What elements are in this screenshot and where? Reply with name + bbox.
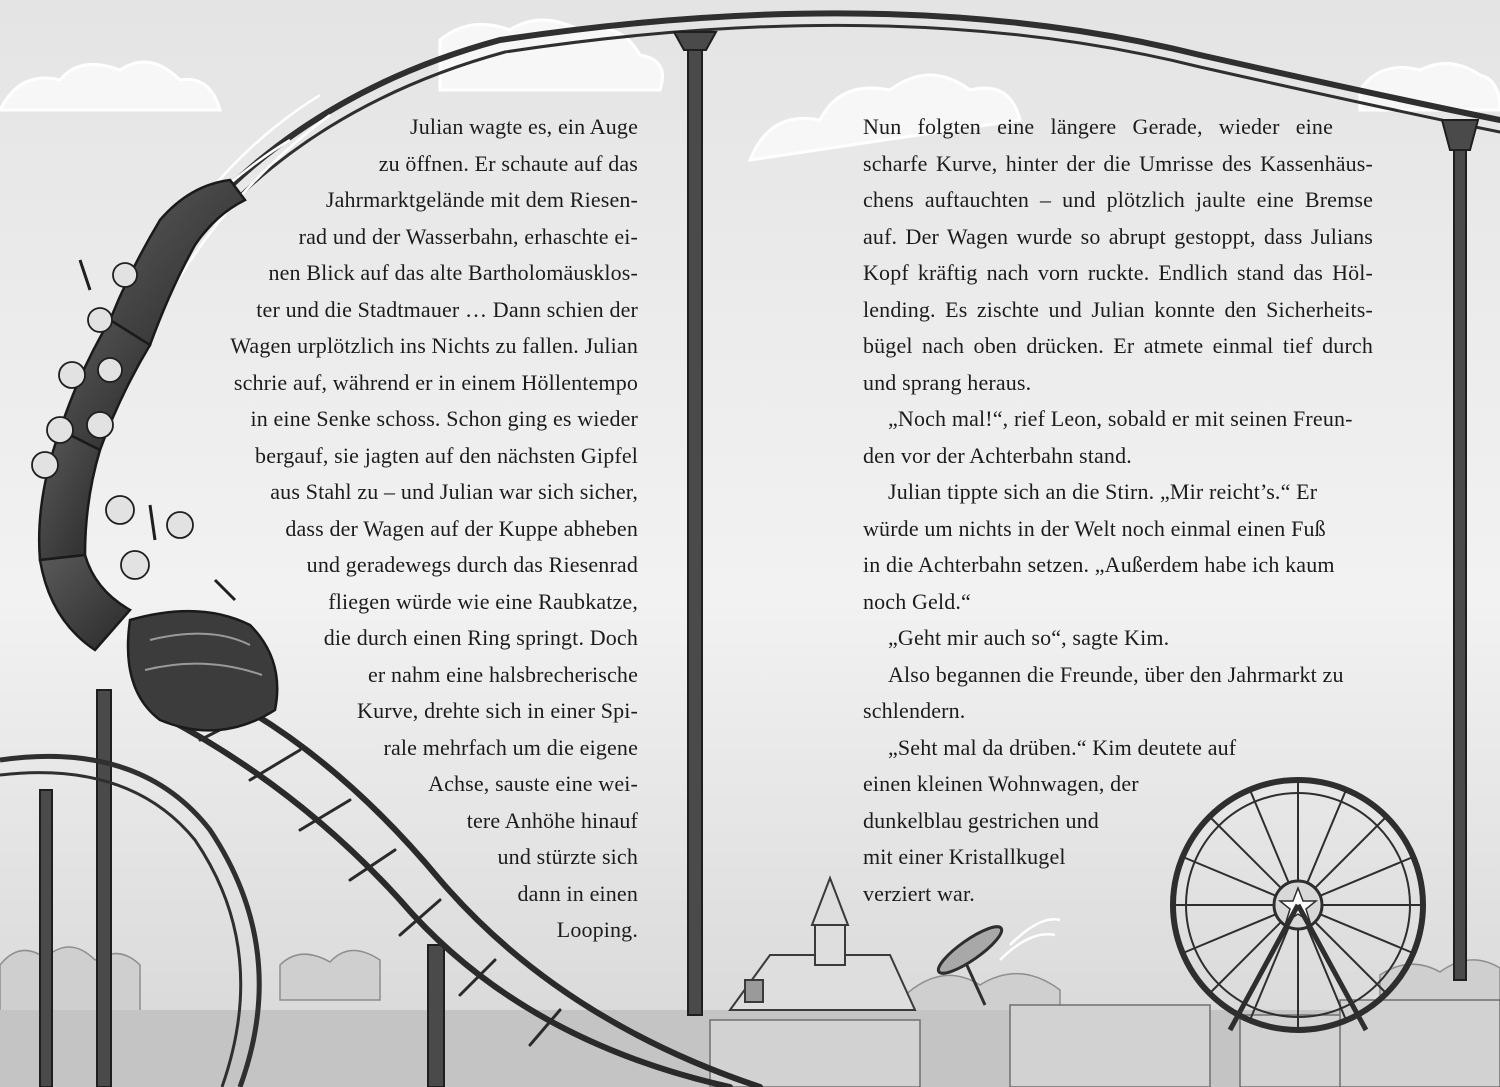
text-line: „Seht mal da drüben.“ Kim deutete auf — [888, 734, 1237, 760]
text-line: mit einer Kristallkugel — [863, 844, 1066, 869]
text-line: auf. Der Wagen wurde so abrupt gestoppt, dass Julians — [863, 223, 1373, 249]
text-line: tere Anhöhe hinauf — [466, 807, 638, 833]
text-line: die durch einen Ring springt. Doch — [323, 625, 638, 650]
text-line: zu öffnen. Er schaute auf das — [378, 150, 638, 176]
text-line: und stürzte sich — [497, 844, 638, 869]
text-line: dunkelblau gestrichen und — [863, 807, 1099, 833]
text-line: in die Achterbahn setzen. „Außerdem habe ich kaum — [863, 552, 1335, 577]
text-line: „Noch mal!“, rief Leon, sobald er mit seinen Freun- — [888, 406, 1353, 431]
text-line: und geradewegs durch das Riesenrad — [306, 552, 638, 577]
text-line: ter und die Stadtmauer … Dann schien der — [256, 296, 638, 322]
text-line: Kopf kräftig nach vorn ruckte. Endlich stand das Höl- — [863, 260, 1373, 285]
text-line: rale mehrfach um die eigene — [383, 734, 638, 760]
text-line: Achse, sauste eine wei- — [428, 771, 638, 796]
text-line: bügel nach oben drücken. Er atmete einmal tief durch — [863, 333, 1373, 358]
text-line: dass der Wagen auf der Kuppe abheben — [285, 515, 638, 541]
text-line: verziert war. — [863, 880, 975, 906]
right-page-text — [863, 109, 1373, 912]
text-line: er nahm eine halsbrecherische — [367, 661, 638, 687]
text-line: in eine Senke schoss. Schon ging es wieder — [250, 406, 638, 431]
text-line: den vor der Achterbahn stand. — [863, 442, 1132, 468]
text-line: bergauf, sie jagten auf den nächsten Gipfel — [255, 442, 638, 468]
text-line: Nun folgten eine längere Gerade, wieder eine — [863, 114, 1333, 139]
text-line: schlendern. — [863, 698, 966, 723]
left-page-text — [190, 109, 638, 949]
text-line: rad und der Wasserbahn, erhaschte ei- — [298, 223, 638, 249]
text-line: Also begannen die Freunde, über den Jahrmarkt zu — [888, 661, 1344, 687]
text-line: lending. Es zischte und Julian konnte den Sicherheits- — [863, 296, 1373, 322]
text-line: „Geht mir auch so“, sagte Kim. — [888, 625, 1170, 650]
text-line: würde um nichts in der Welt noch einmal einen Fuß — [863, 515, 1326, 541]
text-line: schrie auf, während er in einem Höllentempo — [233, 369, 638, 395]
text-line: noch Geld.“ — [863, 588, 971, 614]
text-line: Julian wagte es, ein Auge — [410, 114, 638, 139]
text-line: Jahrmarktgelände mit dem Riesen- — [325, 187, 638, 212]
text-line: aus Stahl zu – und Julian war sich sicher, — [270, 479, 638, 504]
text-line: Looping. — [556, 917, 638, 942]
text-line: chens auftauchten – und plötzlich jaulte eine Bremse — [863, 187, 1373, 212]
text-line: fliegen würde wie eine Raubkatze, — [328, 588, 638, 614]
text-line: einen kleinen Wohnwagen, der — [863, 771, 1139, 796]
text-line: dann in einen — [517, 880, 638, 906]
text-line: und sprang heraus. — [863, 369, 1032, 395]
text-line: Wagen urplötzlich ins Nichts zu fallen. Julian — [230, 333, 638, 358]
text-line: Kurve, drehte sich in einer Spi- — [357, 698, 638, 723]
text-line: nen Blick auf das alte Bartholomäusklos- — [268, 260, 638, 285]
text-line: scharfe Kurve, hinter der die Umrisse des Kassenhäus- — [863, 150, 1373, 176]
text-line: Julian tippte sich an die Stirn. „Mir reicht’s.“ Er — [888, 479, 1318, 504]
